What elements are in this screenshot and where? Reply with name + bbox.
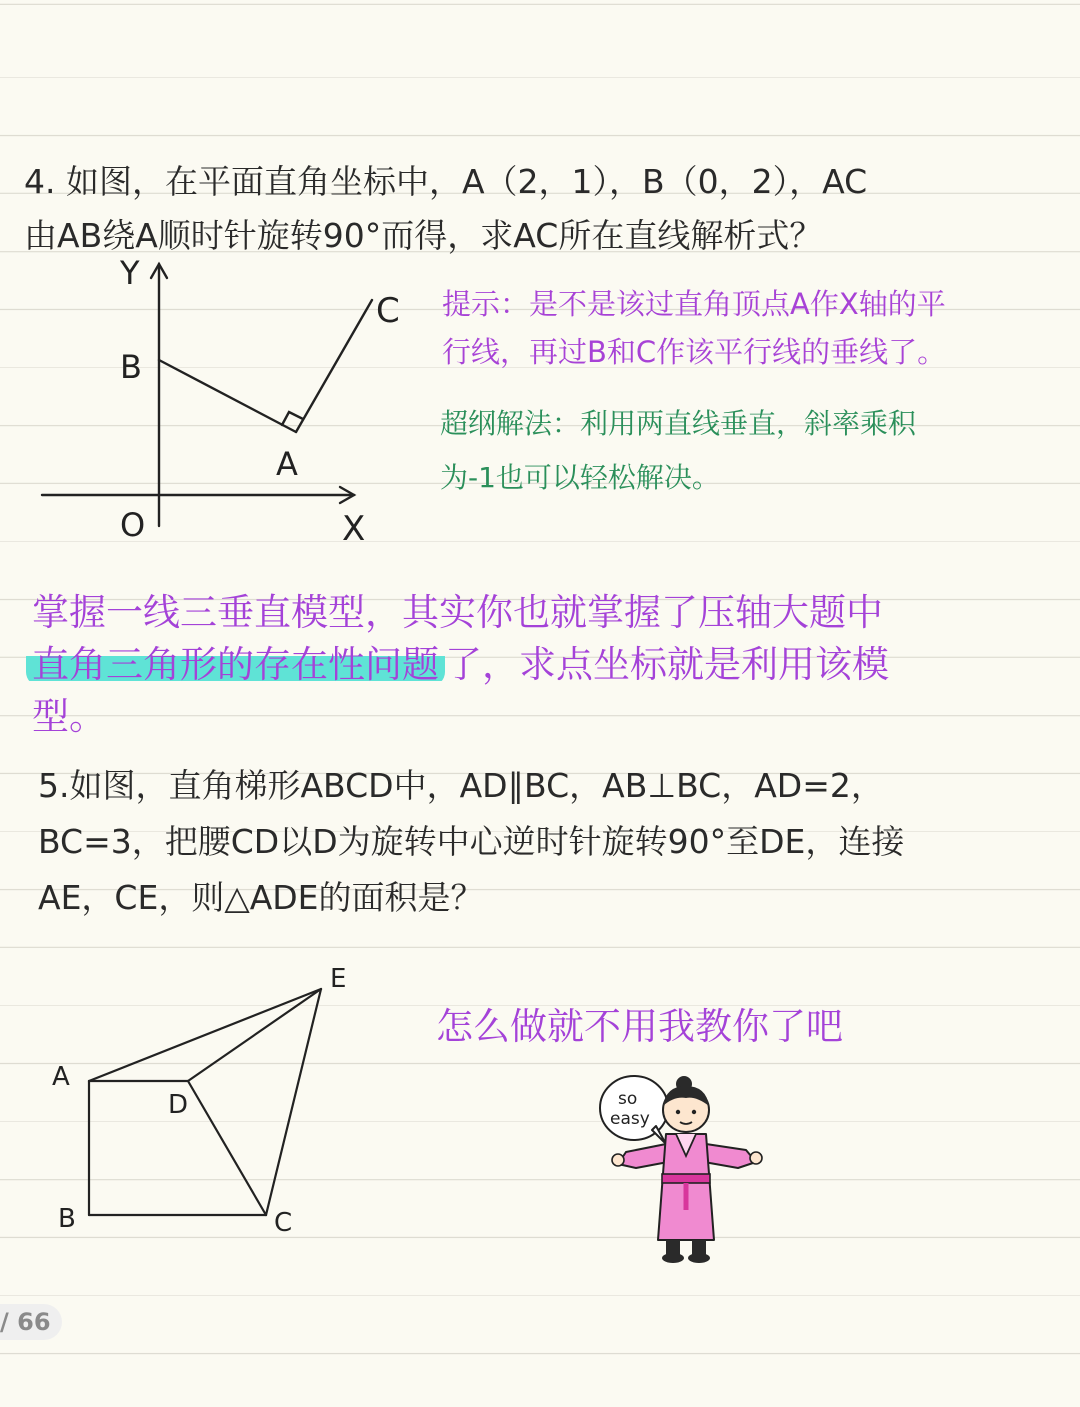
segment-dc [188,1081,266,1215]
label-d: D [168,1090,189,1120]
label-y: Y [120,254,140,292]
summary-line-2-rest: 了，求点坐标就是利用该模 [445,643,889,686]
label-a2: A [52,1062,70,1092]
hint-line-2: 行线，再过B和C作该平行线的垂线了。 [442,335,947,369]
segment-ac [296,300,372,432]
figure-coordinate-rotation [20,250,450,550]
problem-5-line-3: AE，CE，则△ADE的面积是？ [38,878,484,917]
remark-text: 怎么做就不用我教你了吧 [436,1005,843,1048]
problem-4-line-1: 4. 如图，在平面直角坐标中，A（2，1），B（0，2），AC [24,162,868,201]
segment-ba [159,360,296,432]
cartoon-character-illustration [596,1070,776,1270]
label-b: B [120,348,142,386]
summary-line-2 [32,634,889,688]
label-x: X [342,509,366,549]
label-o: O [120,506,146,544]
problem-4-line-2: 由AB绕A顺时针旋转90°而得，求AC所在直线解析式？ [24,216,823,255]
segment-ec [266,989,321,1215]
bubble-text-easy: easy [610,1109,650,1129]
label-c2: C [274,1208,293,1238]
segment-ae [89,989,321,1081]
label-a: A [276,445,298,483]
problem-5-line-1: 5.如图，直角梯形ABCD中，AD∥BC，AB⊥BC，AD=2， [38,766,884,805]
problem-5-line-2: BC=3，把腰CD以D为旋转中心逆时针旋转90°至DE，连接 [38,822,905,861]
speech-bubble [600,1076,668,1144]
label-b2: B [58,1204,76,1234]
summary-line-3: 型。 [32,695,106,738]
label-e: E [330,964,347,994]
summary-line-1: 掌握一线三垂直模型，其实你也就掌握了压轴大题中 [32,591,883,634]
figure-trapezoid [40,955,380,1245]
alt-solution-line-2: 为-1也可以轻松解决。 [440,461,720,494]
hint-line-1: 提示：是不是该过直角顶点A作X轴的平 [442,287,946,321]
label-c: C [376,291,400,331]
alt-solution-line-1: 超纲解法：利用两直线垂直，斜率乘积 [440,407,917,440]
page-indicator: / 66 [0,1304,62,1340]
bubble-text-so: so [618,1089,638,1109]
summary-highlight: 直角三角形的存在性问题 [26,643,445,686]
